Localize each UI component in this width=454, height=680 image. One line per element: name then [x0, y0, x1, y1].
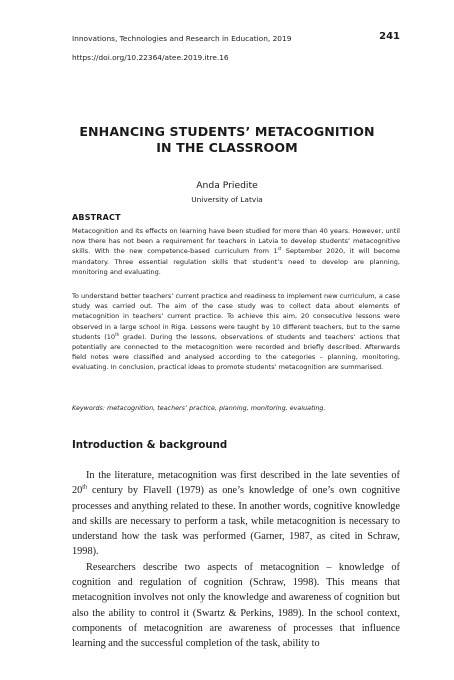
article-title-line-1: ENHANCING STUDENTS’ METACOGNITION: [79, 124, 375, 139]
body-paragraph-2: Researchers describe two aspects of metacognition – knowledge of cognition and regulation of cognition (Schraw, 1998). This means that metacognition involves not only the knowledge and awareness of cognition but also the ability to control it (Swartz & Perkins, 1989). In the school context, components of metacognition are awareness of processes that influence learning and the successful completion of the task, ability to: [72, 561, 400, 650]
article-title-line-2: IN THE CLASSROOM: [156, 140, 298, 155]
author-affiliation: University of Latvia: [191, 195, 263, 204]
journal-running-head: Innovations, Technologies and Research in Education, 2019: [72, 34, 292, 43]
page-number: 241: [379, 31, 400, 42]
abstract-text-1: Metacognition and its effects on learning have been studied for more than 40 years. However, until now there has not been a requirement for teachers in Latvia to develop students’ metacognitive skills. With the new competence-based curriculum from 1st September 2020, it will become mandatory. Three essential regulation skills that student’s need to develop are planning, monitoring and evaluating.: [72, 227, 400, 276]
abstract-paragraph-2: [72, 291, 400, 373]
abstract-paragraph-1: [72, 226, 400, 277]
abstract-heading: ABSTRACT: [72, 213, 121, 222]
author-name: Anda Priedite: [196, 180, 258, 191]
article-title: [60, 124, 394, 156]
section-body: [72, 468, 400, 652]
keywords: Keywords: metacognition, teachers’ practice, planning, monitoring, evaluating.: [72, 404, 326, 412]
doi-link[interactable]: https://doi.org/10.22364/atee.2019.itre.16: [72, 53, 229, 62]
section-heading: Introduction & background: [72, 440, 228, 451]
body-paragraph-1: In the literature, metacognition was first described in the late seventies of 20th century by Flavell (1979) as one’s knowledge of one’s own cognitive processes and anything related to these. In another words, cognitive knowledge and skills are necessary to perform a task, while metacognition is necessary to understand how the task was performed (Garner, 1987, as cited in Schraw, 1998).: [72, 470, 400, 558]
abstract-text-2: To understand better teachers’ current practice and readiness to implement new curriculum, a case study was carried out. The aim of the case study was to collect data about elements of metacognition in teachers’ current practice. To achieve this aim, 20 consecutive lessons were observed in a large school in Riga. Lessons were taught by 10 different teachers, but to the same students (10th grade). During the lessons, observations of students and teachers’ actions that potentially are connected to the metacognition were recorded and briefly described. Afterwards field notes were classified and analysed according to the categories – planning, monitoring, evaluating. In conclusion, practical ideas to promote students’ metacognition are summarised.: [72, 292, 401, 372]
